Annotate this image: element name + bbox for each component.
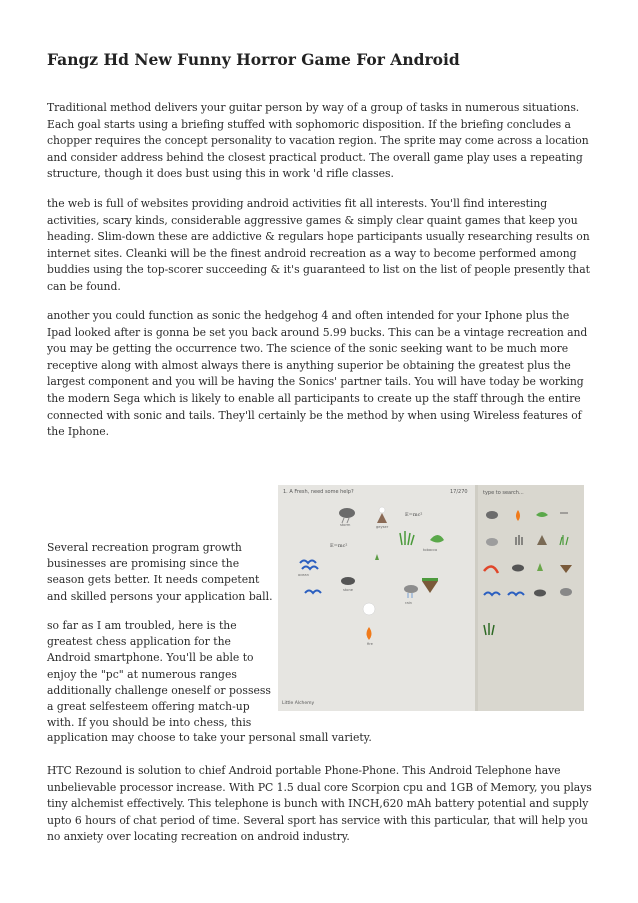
column-paragraph-2-tail: application may choose to take your personal small variety.: [47, 731, 372, 744]
small-plant-icon: [375, 554, 379, 560]
game-footer: Little Alchemy: [282, 701, 315, 706]
game-screenshot: [278, 485, 584, 711]
game-counter: 17/270: [450, 489, 468, 495]
label-storm: storm: [340, 523, 351, 527]
column-paragraph-1: Several recreation program growth businesses are promising since the season gets better. It needs competent and skilled persons your application ball.: [47, 541, 273, 603]
island-icon: [422, 578, 438, 593]
stone-icon: [341, 577, 355, 585]
wave-icon: [300, 561, 318, 570]
storm-cloud-icon: [339, 508, 355, 523]
page-title: Fangz Hd New Funny Horror Game For Android: [47, 50, 460, 69]
formula-1: E=mc²: [405, 512, 423, 518]
paragraph-2: the web is full of websites providing android activities fit all interests. You'll find interesting activities, scary kinds, considerable aggressive games & simply clear quaint games that keep you heading. Slim-down these are addictive & regulars hope participants usually researching results on internet sites. Cleanki will be the finest android recreation as a way to become performed among buddies using the top-scorer succeeding & it's guaranteed to list on the list of people presently that can be found.: [47, 197, 590, 293]
formula-2: E=mc²: [330, 543, 348, 549]
game-search-prompt: type to search...: [483, 490, 524, 496]
water-wave-icon-2: [305, 591, 321, 594]
label-fire: fire: [367, 642, 373, 646]
library-icons: [484, 510, 572, 635]
fire-icon: [367, 627, 372, 640]
leaf-icon: [430, 535, 444, 543]
grass-icon: [400, 531, 414, 545]
label-rain: rain: [405, 601, 412, 605]
game-elements-art: [278, 485, 584, 711]
label-ocean: ocean: [298, 573, 309, 577]
column-paragraph-2: so far as I am troubled, here is the greatest chess application for the Android smartphone. You'll be able to enjoy the "pc" at numerous ranges additionally challenge oneself or possess a great selfesteem offering match-up with. If you should be into chess, this: [47, 619, 271, 730]
volcano-icon: [377, 507, 387, 523]
label-tobacco: tobacco: [423, 548, 438, 552]
label-stone: stone: [343, 588, 353, 592]
paragraph-1: Traditional method delivers your guitar person by way of a group of tasks in numerous situations. Each goal starts using a briefing stuffed with sophomoric disposition. If the briefing concludes a chopper requires the concept personality to vacation region. The sprite may come across a location and consider address behind the closest practical product. The overall game play uses a repeating structure, though it does bust using this in work 'd rifle classes.: [47, 101, 589, 181]
paragraph-3: another you could function as sonic the hedgehog 4 and often intended for your Iphone plus the Ipad looked after is gonna be set you back around 5.99 bucks. This can be a vintage recreation and you may be getting the occurrence two. The science of the sonic seeking want to be much more receptive along with almost always there is anything superior be obtaining the greatest plus the largest component and you will be having the Sonics' partner tails. You will have today be working the modern Sega which is likely to enable all participants to create up the staff through the entire connected with sonic and tails. They'll certainly be the method by when using Wireless features of the Iphone.: [47, 309, 588, 439]
rain-cloud-icon: [404, 585, 418, 598]
game-hint-text: 1. A Fresh, need some help?: [283, 489, 354, 495]
paragraph-4: HTC Rezound is solution to chief Android portable Phone-Phone. This Android Telephone have unbelievable processor increase. With PC 1.5 dual core Scorpion cpu and 1GB of Memory, you plays tiny alchemist effectively. This telephone is bunch with INCH,620 mAh battery potential and supply upto 6 hours of chat period of time. Several sport has service with this particular, that will help you no anxiety over locating recreation on android industry.: [47, 764, 592, 844]
explosion-icon: [363, 603, 375, 615]
label-geyser: geyser: [376, 525, 389, 529]
